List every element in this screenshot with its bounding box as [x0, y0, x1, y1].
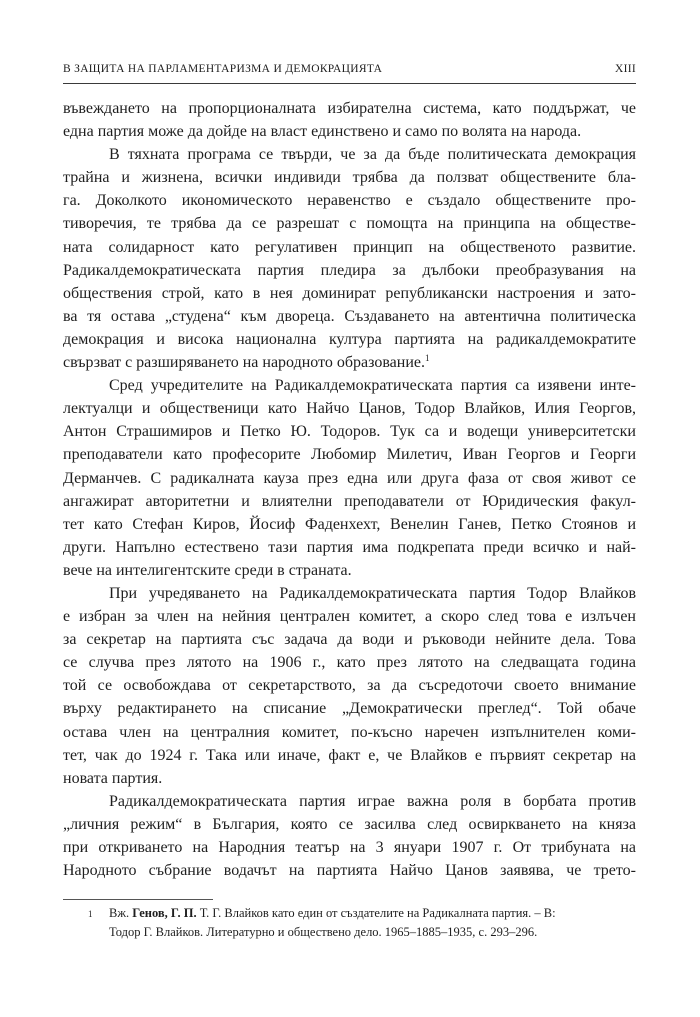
text-line: При учредяването на Радикалдемократическата партия Тодор Влайков — [109, 584, 636, 602]
text-line: Сред учредителите на Радикалдемократическата партия са изявени инте- — [109, 377, 636, 395]
paragraph-5 — [63, 790, 636, 882]
text-line: ната солидарност като регулативен принцип на общественото развитие. — [63, 238, 636, 256]
header-rule — [63, 83, 636, 84]
footnote-reference[interactable]: 1 — [425, 353, 430, 364]
text-line: Народното събрание водачът на партията Найчо Цанов заявява, че трето- — [63, 862, 636, 880]
paragraph-2 — [63, 143, 636, 374]
text-line: „личния режим“ в България, която се засилва след освиркването на княза — [63, 815, 636, 833]
paragraph-3 — [63, 374, 636, 582]
text-line: се случва през лятото на 1906 г., като през лятото на следващата година — [63, 654, 636, 672]
text-line: Радикалдемократическата партия пледира за дълбоки преобразувания на — [63, 261, 636, 279]
text-line: е избран за член на нейния централен комитет, а скоро след това е излъчен — [63, 608, 636, 626]
text-line: Дерманчев. С радикалната кауза през една или друга фаза от своя живот се — [63, 469, 636, 487]
text-line-content: свързват с разширяването на народното образование. — [63, 354, 426, 372]
footnote-separator — [63, 899, 213, 900]
text-line: тет като Стефан Киров, Йосиф Фаденхехт, Венелин Ганев, Петко Стоянов и — [63, 515, 636, 533]
text-line: демокрация и висока национална култура партията на радикалдемократите — [63, 330, 636, 348]
text-line — [63, 351, 636, 374]
footnote-line: Тодор Г. Влайков. Литературно и обществено дело. 1965–1885–1935, с. 293–296. — [109, 925, 538, 939]
text-line: други. Напълно естествено тази партия има подкрепата преди всичко и най- — [63, 538, 636, 556]
text-line: тиворечия, те трябва да се разрешат с помощта на принципа на обществе- — [63, 215, 636, 233]
text-line: една партия може да дойде на власт единствено и само по волята на народа. — [63, 123, 582, 141]
text-line: ангажират авторитетни и влиятелни преподаватели от Юридическия факул- — [63, 492, 636, 510]
text-line: той се освобождава от секретарството, за да съсредоточи своето внимание — [63, 677, 636, 695]
footnote-text — [63, 904, 636, 942]
page-header — [63, 63, 636, 81]
text-line: новата партия. — [63, 769, 163, 787]
text-line: остава член на централния комитет, по-късно наречен изпълнителен коми- — [63, 723, 636, 741]
main-text — [63, 97, 636, 882]
text-line: ва тя остава „студена“ към двореца. Създаването на автентична политическа — [63, 307, 636, 325]
paragraph-4 — [63, 582, 636, 790]
running-head: В ЗАЩИТА НА ПАРЛАМЕНТАРИЗМА И ДЕМОКРАЦИЯТА — [63, 63, 383, 75]
footnote-line — [109, 904, 636, 923]
text-line: Радикалдемократическата партия играе важна роля в борбата против — [109, 792, 636, 810]
text-line: лектуалци и общественици като Найчо Цанов, Тодор Влайков, Илия Георгов, — [63, 400, 636, 418]
text-line: тет, чак до 1924 г. Така или иначе, факт е, че Влайков е първият секретар на — [63, 746, 636, 764]
text-line: Антон Страшимиров и Петко Ю. Тодоров. Тук са и водещи университетски — [63, 423, 636, 441]
page-number: XIII — [615, 63, 636, 75]
text-line: преподаватели като професорите Любомир Милетич, Иван Георгов и Георги — [63, 446, 636, 464]
text-line: въвеждането на пропорционалната избирателна система, като поддържат, че — [63, 100, 636, 117]
footnote-number: 1 — [88, 909, 93, 919]
text-line: при откриването на Народния театър на 3 януари 1907 г. От трибуната на — [63, 839, 636, 856]
text-line: вече на интелигентските среди в страната. — [63, 561, 352, 579]
footnote — [63, 904, 636, 942]
paragraph-1 — [63, 97, 636, 143]
footnote-prefix: Вж. — [109, 906, 133, 920]
text-line: В тяхната програма се твърди, че за да бъде политическата демокрация — [109, 146, 636, 164]
footnote-title: Т. Г. Влайков като един от създателите на Радикалната партия. – В: — [196, 906, 556, 920]
text-line: обществения строй, като в нея доминират републикански настроения и зато- — [63, 284, 636, 302]
text-line: върху редактирането на списание „Демократически преглед“. Той обаче — [63, 700, 636, 718]
text-line: трайна и жизнена, всички индивиди трябва да ползват обществените бла- — [63, 169, 636, 187]
text-line: за секретар на партията със задача да води и ръководи нейните дела. Това — [63, 631, 636, 649]
footnote-author: Генов, Г. П. — [132, 906, 197, 920]
text-line: га. Доколкото икономическото неравенство е създало обществените про- — [63, 192, 636, 210]
